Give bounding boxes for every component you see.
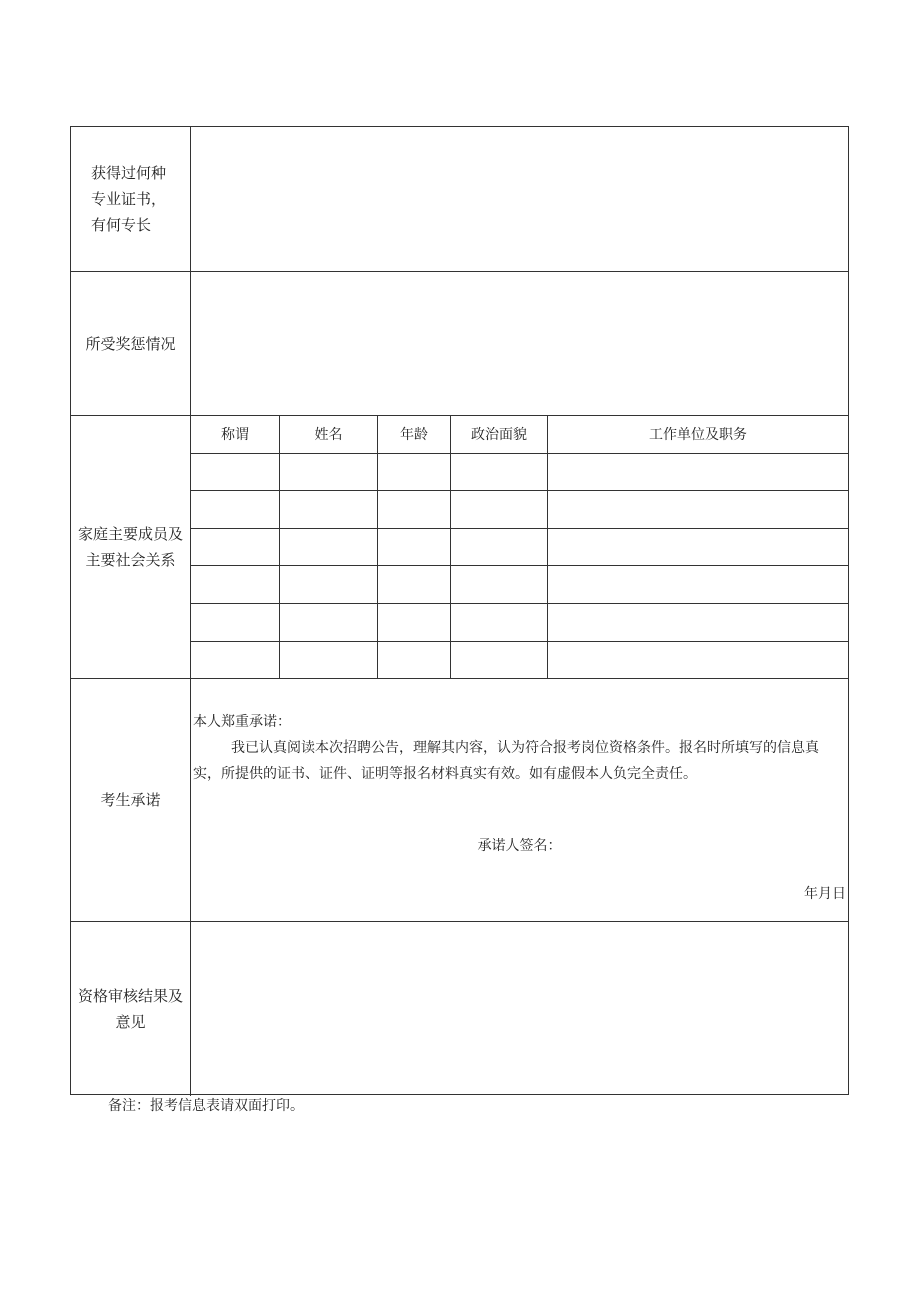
age-input[interactable] <box>378 604 451 641</box>
political-status-input[interactable] <box>451 454 548 491</box>
review-label: 资格审核结果及意见 <box>71 922 191 1096</box>
political-status-input[interactable] <box>451 604 548 641</box>
pledge-label: 考生承诺 <box>71 679 191 921</box>
registration-form-table <box>70 126 849 1095</box>
family-member-row <box>191 604 848 642</box>
relation-input[interactable] <box>191 491 280 528</box>
political-status-input[interactable] <box>451 529 548 566</box>
family-table <box>191 416 848 678</box>
age-input[interactable] <box>378 491 451 528</box>
pledge-content <box>191 679 848 921</box>
relation-input[interactable] <box>191 566 280 603</box>
name-input[interactable] <box>280 604 378 641</box>
awards-field[interactable] <box>191 272 848 415</box>
footnote: 备注：报考信息表请双面打印。 <box>108 1098 304 1114</box>
family-member-row <box>191 642 848 680</box>
review-field[interactable] <box>191 922 848 1096</box>
header-relation: 称谓 <box>191 416 280 453</box>
work-unit-input[interactable] <box>548 529 848 566</box>
header-name: 姓名 <box>280 416 378 453</box>
relation-input[interactable] <box>191 529 280 566</box>
family-label: 家庭主要成员及主要社会关系 <box>71 416 191 678</box>
certificates-field[interactable] <box>191 127 848 271</box>
pledge-date[interactable]: 年月日 <box>804 886 846 902</box>
certificates-row <box>71 127 848 272</box>
awards-row <box>71 272 848 416</box>
header-political-status: 政治面貌 <box>451 416 548 453</box>
political-status-input[interactable] <box>451 642 548 680</box>
pledge-body: 我已认真阅读本次招聘公告，理解其内容，认为符合报考岗位资格条件。报名时所填写的信息真实，所提供的证书、证件、证明等报名材料真实有效。如有虚假本人负完全责任。 <box>193 740 819 782</box>
family-member-row <box>191 566 848 604</box>
age-input[interactable] <box>378 642 451 680</box>
name-input[interactable] <box>280 566 378 603</box>
age-input[interactable] <box>378 529 451 566</box>
family-row <box>71 416 848 679</box>
relation-input[interactable] <box>191 604 280 641</box>
relation-input[interactable] <box>191 454 280 491</box>
work-unit-input[interactable] <box>548 454 848 491</box>
name-input[interactable] <box>280 529 378 566</box>
family-header-row <box>191 416 848 454</box>
age-input[interactable] <box>378 566 451 603</box>
relation-input[interactable] <box>191 642 280 680</box>
age-input[interactable] <box>378 454 451 491</box>
work-unit-input[interactable] <box>548 566 848 603</box>
header-work-unit: 工作单位及职务 <box>649 427 747 444</box>
pledge-signature-line[interactable]: 承诺人签名： <box>477 838 562 854</box>
pledge-title: 本人郑重承诺： <box>193 714 291 730</box>
family-member-row <box>191 529 848 567</box>
political-status-input[interactable] <box>451 491 548 528</box>
awards-label: 所受奖惩情况 <box>71 272 191 415</box>
work-unit-input[interactable] <box>548 491 848 528</box>
family-member-row <box>191 454 848 492</box>
work-unit-input[interactable] <box>548 642 848 680</box>
work-unit-input[interactable] <box>548 604 848 641</box>
certificates-label: 获得过何种专业证书，有何专长 <box>71 127 191 271</box>
political-status-input[interactable] <box>451 566 548 603</box>
name-input[interactable] <box>280 491 378 528</box>
family-member-row <box>191 491 848 529</box>
name-input[interactable] <box>280 642 378 680</box>
name-input[interactable] <box>280 454 378 491</box>
review-row <box>71 922 848 1096</box>
pledge-row <box>71 679 848 922</box>
header-age: 年龄 <box>378 416 451 453</box>
